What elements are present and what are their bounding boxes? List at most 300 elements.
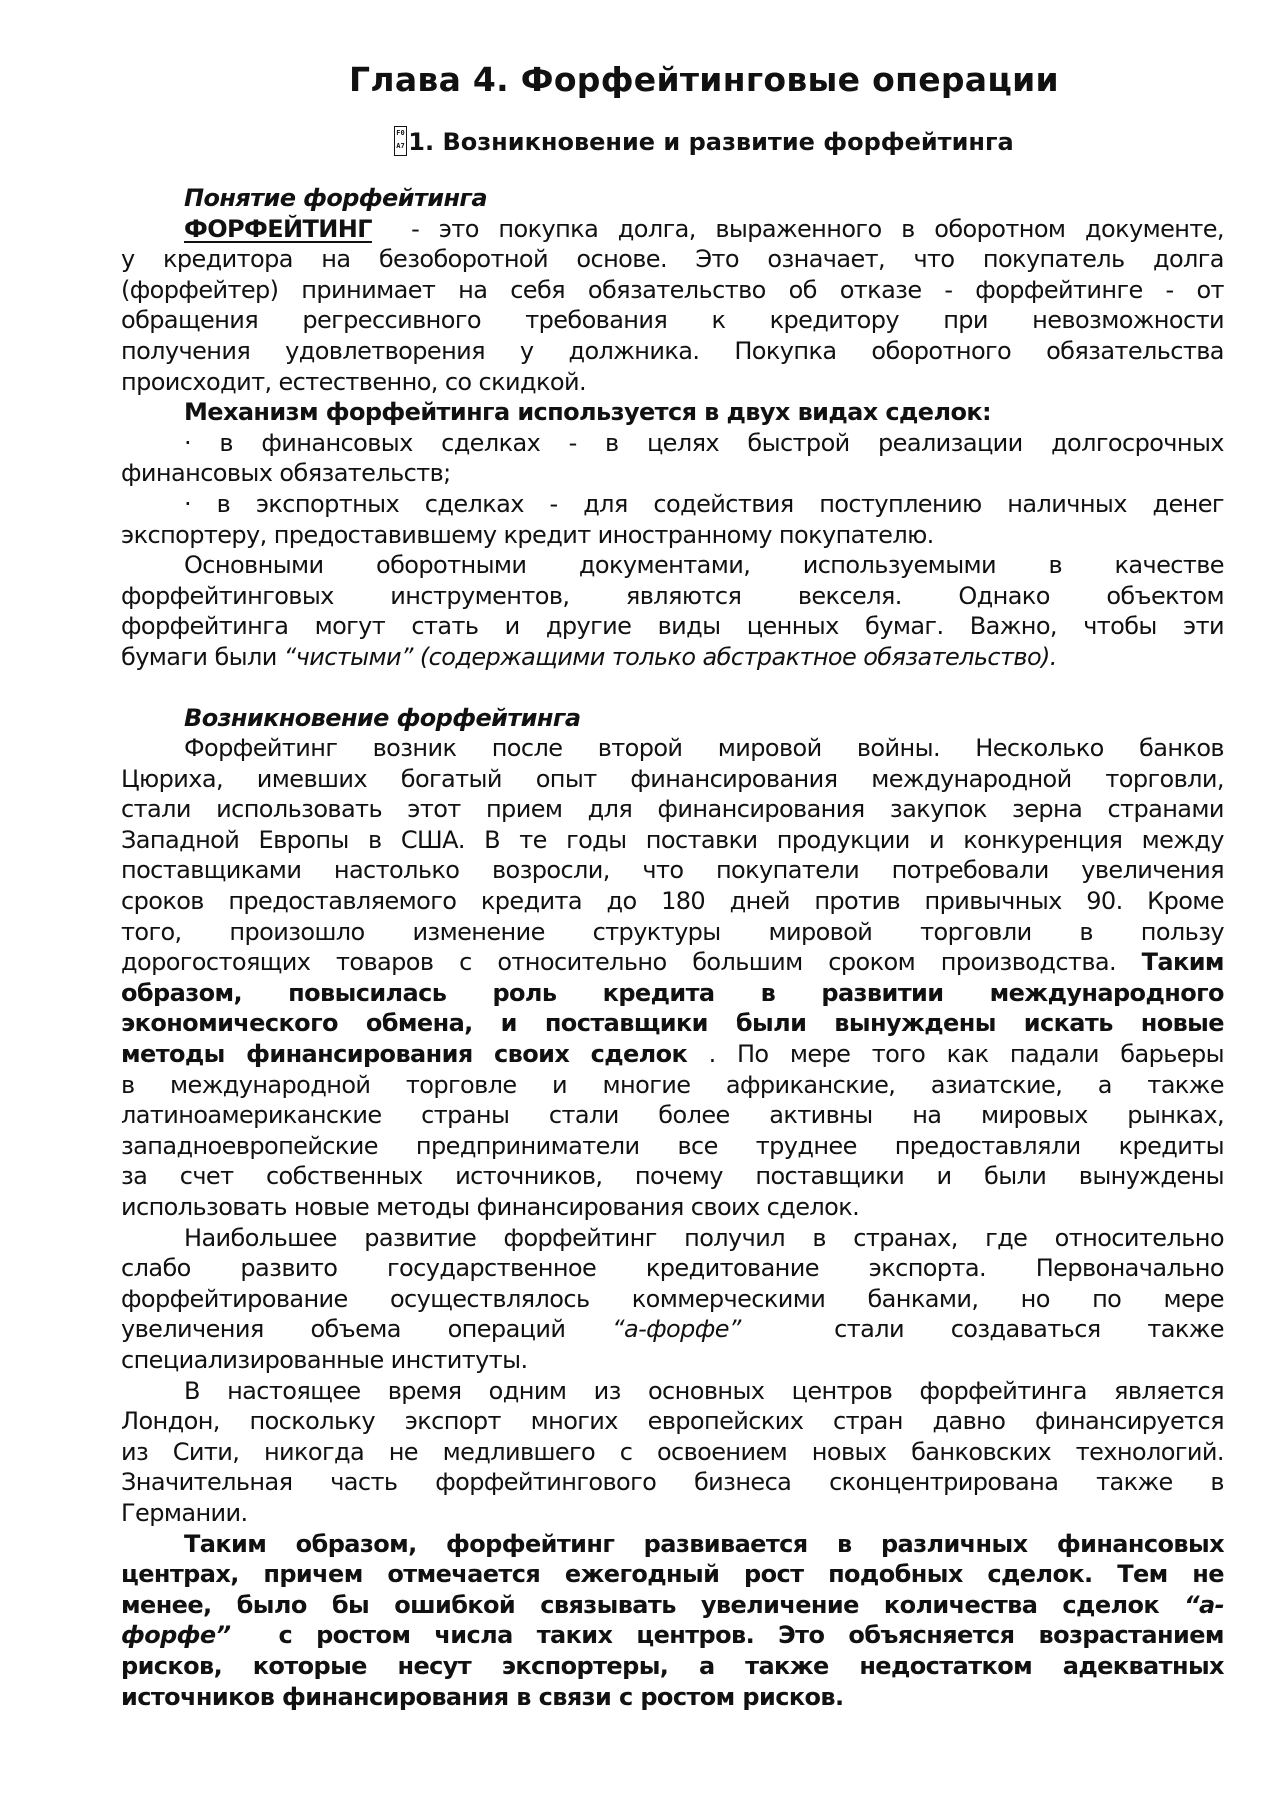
text-word: невозможности [1032, 306, 1224, 335]
text-word: отмечается [387, 1560, 541, 1589]
text-word: форфейтингового [435, 1468, 657, 1497]
text-line [121, 611, 1224, 642]
text-word: рынках, [1127, 1101, 1224, 1130]
text-word: новых [811, 1437, 887, 1466]
text-word: осуществлялось [389, 1284, 590, 1313]
text-word: оборотного [871, 336, 1012, 365]
text-word: 180 [661, 887, 706, 916]
text-line [121, 1284, 1224, 1315]
text-line [121, 397, 1224, 428]
text-word: многих [530, 1407, 618, 1436]
text-word: поступлению [819, 489, 982, 518]
text-word: более [658, 1101, 730, 1130]
text-word: но [1020, 1284, 1050, 1313]
text-line [121, 1498, 1224, 1529]
text-word: и [504, 612, 520, 641]
text-word: стали [121, 795, 191, 824]
text-word: обмена, [365, 1009, 473, 1038]
text-word: сделках [441, 428, 541, 457]
text-word: увеличение [700, 1590, 859, 1619]
text-word: объясняется [848, 1621, 1015, 1650]
text-word: покупка [498, 214, 599, 243]
text-word: Форфейтинг [184, 734, 338, 763]
text-word: оборотном [934, 214, 1066, 243]
text-word: менее, [121, 1590, 212, 1619]
text-word: оборотными [376, 551, 527, 580]
text-word: в [368, 825, 382, 854]
text-line [121, 1100, 1224, 1131]
text-word: не [388, 1437, 418, 1466]
text-word: центров. [636, 1621, 755, 1650]
text-word: реализации [878, 428, 1023, 457]
text-word: ежегодный [564, 1560, 720, 1589]
text-run: бумаги были [121, 642, 284, 671]
text-line [121, 703, 1224, 734]
text-line [121, 581, 1224, 612]
text-word: недостатком [859, 1651, 1033, 1680]
text-word: при [943, 306, 988, 335]
text-word: не [1192, 1560, 1224, 1589]
text-word: были [735, 1009, 807, 1038]
text-line [121, 336, 1224, 367]
text-word: страны [421, 1101, 510, 1130]
text-word: мере [789, 1040, 851, 1069]
text-word: медлившего [442, 1437, 596, 1466]
text-word: 90. [1086, 887, 1123, 916]
text-word: форфейтинге [975, 275, 1143, 304]
text-word: поскольку [249, 1407, 376, 1436]
text-word: торговле [405, 1070, 517, 1099]
text-word: объектом [1106, 581, 1224, 610]
text-word: ошибкой [394, 1590, 516, 1619]
text-word: своих [494, 1040, 570, 1069]
text-word: финансирования [246, 1040, 473, 1069]
text-word: покупатели [715, 856, 860, 885]
text-word: дорогостоящих [121, 948, 311, 977]
text-word: форфейтинг [446, 1529, 615, 1558]
text-word: до [606, 887, 637, 916]
text-word: В [184, 1376, 200, 1405]
text-line [121, 183, 1224, 214]
text-word: также [1096, 1468, 1173, 1497]
text-word: давно [932, 1407, 1006, 1436]
text-word: объема [310, 1315, 401, 1344]
text-word: на [321, 245, 351, 274]
section-title [0, 126, 1280, 156]
text-word: с [459, 948, 472, 977]
text-line [121, 520, 1224, 551]
text-word: зерна [1012, 795, 1083, 824]
text-word: покупатель [982, 245, 1125, 274]
text-word: что [642, 856, 684, 885]
text-word: форфейтинговых [121, 581, 334, 610]
text-line [121, 1161, 1224, 1192]
text-word: обязательства [1046, 336, 1224, 365]
text-word: того, [121, 917, 182, 946]
text-word: ФОРФЕЙТИНГ [184, 214, 372, 243]
text-word: собственных [265, 1162, 423, 1191]
text-word: основе. [576, 245, 667, 274]
text-line [121, 764, 1224, 795]
text-word: поставки [645, 825, 758, 854]
text-word: быстрой [747, 428, 850, 457]
text-word: войны. [856, 734, 940, 763]
text-word: финансовых [261, 428, 413, 457]
text-word: экспортных [255, 489, 400, 518]
text-line [121, 1437, 1224, 1468]
text-word: освоением [656, 1437, 788, 1466]
text-word: “а- [1184, 1590, 1224, 1619]
text-word: получил [684, 1223, 785, 1252]
text-word: финансирования [630, 764, 838, 793]
text-word: были [984, 1162, 1047, 1191]
text-word: европейских [647, 1407, 804, 1436]
text-word: в [216, 489, 231, 518]
text-word: числа [434, 1621, 513, 1650]
text-word: возрастанием [1038, 1621, 1224, 1650]
text-word: количества [883, 1590, 1038, 1619]
text-word: стали [834, 1315, 904, 1344]
text-word: по [1092, 1284, 1122, 1313]
text-word: кредиты [1118, 1131, 1224, 1160]
text-word: для [587, 795, 633, 824]
text-word: получения [121, 336, 251, 365]
text-word: торговли, [1105, 764, 1224, 793]
text-word: было [236, 1590, 307, 1619]
text-word: потребовали [891, 856, 1049, 885]
text-word: сделок [590, 1040, 688, 1069]
text-word: настоящее [227, 1376, 361, 1405]
text-word: другие [545, 612, 632, 641]
text-word: после [491, 734, 563, 763]
text-word: мировых [980, 1101, 1088, 1130]
text-word: Первоначально [1035, 1254, 1224, 1283]
text-word: себя [510, 275, 566, 304]
text-line [121, 550, 1224, 581]
text-word: форфейтинг [503, 1223, 657, 1252]
text-word: центров [791, 1376, 893, 1405]
text-line [121, 1070, 1224, 1101]
text-word: в [812, 1223, 826, 1252]
text-word: используемыми [802, 551, 997, 580]
text-line [121, 825, 1224, 856]
text-word: от [1196, 275, 1224, 304]
text-word: долга, [617, 214, 696, 243]
text-word: финансовых [1056, 1529, 1224, 1558]
text-word: вынуждены [1078, 1162, 1224, 1191]
text-word: операций [447, 1315, 566, 1344]
text-word: удовлетворения [285, 336, 485, 365]
text-word: подобных [828, 1560, 963, 1589]
text-word: форфейтирование [121, 1284, 348, 1313]
text-line [121, 305, 1224, 336]
text-word: использовать [216, 795, 382, 824]
text-word: банками, [867, 1284, 979, 1313]
text-word: таких [536, 1621, 613, 1650]
text-word: в [836, 1529, 852, 1558]
text-word: настолько [333, 856, 460, 885]
text-word: которые [252, 1651, 367, 1680]
text-word: роль [492, 978, 557, 1007]
text-word: предприниматели [415, 1131, 640, 1160]
text-word: это [438, 214, 479, 243]
text-word: В [484, 825, 501, 854]
text-word: на [912, 1101, 942, 1130]
missing-glyph-icon: F0A7 [394, 126, 407, 156]
text-line [121, 244, 1224, 275]
text-word: Покупка [734, 336, 837, 365]
text-word: богатый [400, 764, 502, 793]
text-word: у [121, 245, 135, 274]
text-run: Германии. [121, 1498, 248, 1527]
text-word: Это [695, 245, 739, 274]
text-word: содействия [653, 489, 794, 518]
text-word: продукции [776, 825, 910, 854]
text-word: африканские, [725, 1070, 896, 1099]
text-word: связывать [540, 1590, 676, 1619]
text-word: в [760, 978, 776, 1007]
text-word: из [593, 1376, 621, 1405]
text-word: изменение [412, 917, 545, 946]
text-word: также [1147, 1070, 1224, 1099]
text-word: мировой [768, 917, 873, 946]
text-word: дней [729, 887, 790, 916]
text-word: латиноамериканские [121, 1101, 382, 1130]
text-word: различных [880, 1529, 1028, 1558]
text-word: стран [833, 1407, 903, 1436]
text-word: с [278, 1621, 293, 1650]
text-line [121, 855, 1224, 886]
text-word: конкуренция [963, 825, 1123, 854]
text-word: относительно [1054, 1223, 1224, 1252]
text-word: могут [314, 612, 386, 641]
text-word: кредитора [162, 245, 293, 274]
text-word: бизнеса [693, 1468, 792, 1497]
text-word: должника. [568, 336, 700, 365]
text-word: - [411, 214, 420, 243]
text-word: товаров [336, 948, 434, 977]
text-word: экспорта. [868, 1254, 987, 1283]
text-word: увеличения [121, 1315, 264, 1344]
text-word: Европы [258, 825, 349, 854]
text-line [121, 1314, 1224, 1345]
text-word: развито [240, 1254, 338, 1283]
text-word: азиатские, [930, 1070, 1063, 1099]
text-word: рисков, [121, 1651, 223, 1680]
text-word: долгосрочных [1051, 428, 1224, 457]
text-word: активны [769, 1101, 873, 1130]
text-word: долга [1152, 245, 1224, 274]
text-word: банков [1139, 734, 1224, 763]
text-word: годы [566, 825, 627, 854]
text-word: и [552, 1070, 568, 1099]
text-word: также [745, 1651, 829, 1680]
text-word: бумаг. [865, 612, 944, 641]
text-word: закупок [889, 795, 987, 824]
text-word: международного [989, 978, 1224, 1007]
text-word: Таким [1141, 948, 1224, 977]
text-word: к [711, 306, 726, 335]
text-word: против [814, 887, 901, 916]
text-word: Однако [958, 581, 1050, 610]
text-word: чтобы [1083, 612, 1157, 641]
text-word: стали [548, 1101, 619, 1130]
text-line [121, 1651, 1224, 1682]
text-word: экспорт [404, 1407, 501, 1436]
text-word: и [500, 1009, 517, 1038]
text-line [121, 367, 1224, 398]
text-word: сделок [1062, 1590, 1160, 1619]
text-line [121, 1682, 1224, 1713]
text-word: часть [330, 1468, 398, 1497]
text-word: экспортеры, [501, 1651, 669, 1680]
text-run: финансовых обязательств; [121, 459, 451, 488]
text-word: целях [646, 428, 720, 457]
text-word: (форфейтер) [121, 275, 279, 304]
text-line [121, 1345, 1224, 1376]
text-word: все [677, 1131, 718, 1160]
text-line [121, 275, 1224, 306]
text-word: денег [1152, 489, 1224, 518]
text-word: а [1097, 1070, 1112, 1099]
text-word: Важно, [969, 612, 1057, 641]
text-word: имевших [256, 764, 367, 793]
text-line [121, 489, 1224, 520]
text-run: “чистыми” (содержащими только абстрактное обязательство). [283, 642, 1057, 671]
text-word: ценных [746, 612, 839, 641]
text-word: виды [657, 612, 721, 641]
text-word: Западной [121, 825, 240, 854]
text-line [121, 1008, 1224, 1039]
text-word: развитие [364, 1223, 477, 1252]
text-word: векселя. [797, 581, 902, 610]
text-word: финансируется [1034, 1407, 1224, 1436]
text-word: пользу [1140, 917, 1224, 946]
text-run: происходит, естественно, со скидкой. [121, 367, 587, 396]
text-word: странах, [853, 1223, 958, 1252]
text-word: мировой [717, 734, 822, 763]
text-word: центрах, [121, 1560, 239, 1589]
text-run: Возникновение форфейтинга [184, 703, 581, 732]
text-word: того [871, 1040, 926, 1069]
text-word: Несколько [975, 734, 1104, 763]
text-word: возросли, [491, 856, 610, 885]
text-word: выраженного [715, 214, 882, 243]
text-word: сделок. [987, 1560, 1093, 1589]
text-word: Сити, [172, 1437, 240, 1466]
text-line [121, 458, 1224, 489]
text-word: кредитору [769, 306, 899, 335]
text-word: регрессивного [302, 306, 481, 335]
text-word: с [619, 1437, 633, 1466]
text-word: в [1079, 917, 1093, 946]
text-word: наличных [1007, 489, 1127, 518]
text-line [121, 1131, 1224, 1162]
text-word: создаваться [950, 1315, 1101, 1344]
text-word: многие [602, 1070, 691, 1099]
text-word: в [1210, 1468, 1224, 1497]
paragraph-gap [121, 673, 1224, 703]
text-word: одним [488, 1376, 567, 1405]
text-word: коммерческими [631, 1284, 826, 1313]
text-word: требования [525, 306, 668, 335]
text-word: а [698, 1651, 715, 1680]
text-line [121, 733, 1224, 764]
text-word: государственное [387, 1254, 597, 1283]
text-word: - [944, 275, 953, 304]
chapter-title: Глава 4. Форфейтинговые операции [349, 60, 1059, 99]
text-word: никогда [263, 1437, 365, 1466]
text-word: производства. [940, 948, 1116, 977]
text-word: сроком [828, 948, 916, 977]
text-run: Понятие форфейтинга [184, 184, 487, 212]
text-line [121, 1620, 1224, 1651]
text-word: привычных [924, 887, 1062, 916]
text-word: второй [597, 734, 683, 763]
text-line [121, 1559, 1224, 1590]
text-word: труднее [755, 1131, 857, 1160]
text-word: в [605, 428, 619, 457]
text-word: торговли [920, 917, 1032, 946]
text-word: Цюриха, [121, 764, 224, 793]
text-word: источников, [455, 1162, 603, 1191]
text-word: почему [634, 1162, 723, 1191]
text-word: предоставляли [894, 1131, 1081, 1160]
text-word: на [458, 275, 488, 304]
text-word: обязательство [587, 275, 766, 304]
text-word: об [788, 275, 817, 304]
text-word: относительно [497, 948, 667, 977]
text-word: кредита [480, 887, 583, 916]
text-word: . [708, 1040, 716, 1069]
text-word: инструментов, [390, 581, 570, 610]
text-word: международной [170, 1070, 371, 1099]
text-word: и [936, 1162, 952, 1191]
text-word: кредитование [645, 1254, 819, 1283]
text-word: форфейтинга [121, 612, 289, 641]
text-word: сконцентрирована [829, 1468, 1059, 1497]
text-line [121, 1529, 1224, 1560]
text-word: адекватных [1062, 1651, 1224, 1680]
text-word: ростом [316, 1621, 411, 1650]
text-word: является [1114, 1376, 1224, 1405]
text-word: сделках [424, 489, 524, 518]
text-line [121, 1039, 1224, 1070]
text-word: из [121, 1437, 149, 1466]
text-word: методы [121, 1040, 225, 1069]
text-word: экономического [121, 1009, 338, 1038]
text-word: произошло [229, 917, 365, 946]
text-run: специализированные институты. [121, 1345, 528, 1374]
text-line [121, 947, 1224, 978]
text-word: образом, [121, 978, 242, 1007]
text-word: финансирования [657, 795, 865, 824]
document-body [121, 183, 1224, 1712]
text-line [121, 1192, 1224, 1223]
text-word: банковских [911, 1437, 1052, 1466]
text-word: США. [400, 825, 465, 854]
text-word: технологий. [1075, 1437, 1224, 1466]
text-run: источников финансирования в связи с ростом рисков. [121, 1682, 844, 1711]
text-word: причем [263, 1560, 363, 1589]
text-word: основных [647, 1376, 765, 1405]
text-line [121, 886, 1224, 917]
text-word: “а-форфе” [612, 1315, 741, 1344]
text-word: странами [1107, 795, 1224, 824]
text-word: падали [1009, 1040, 1099, 1069]
text-line [121, 214, 1224, 245]
text-word: международной [871, 764, 1072, 793]
